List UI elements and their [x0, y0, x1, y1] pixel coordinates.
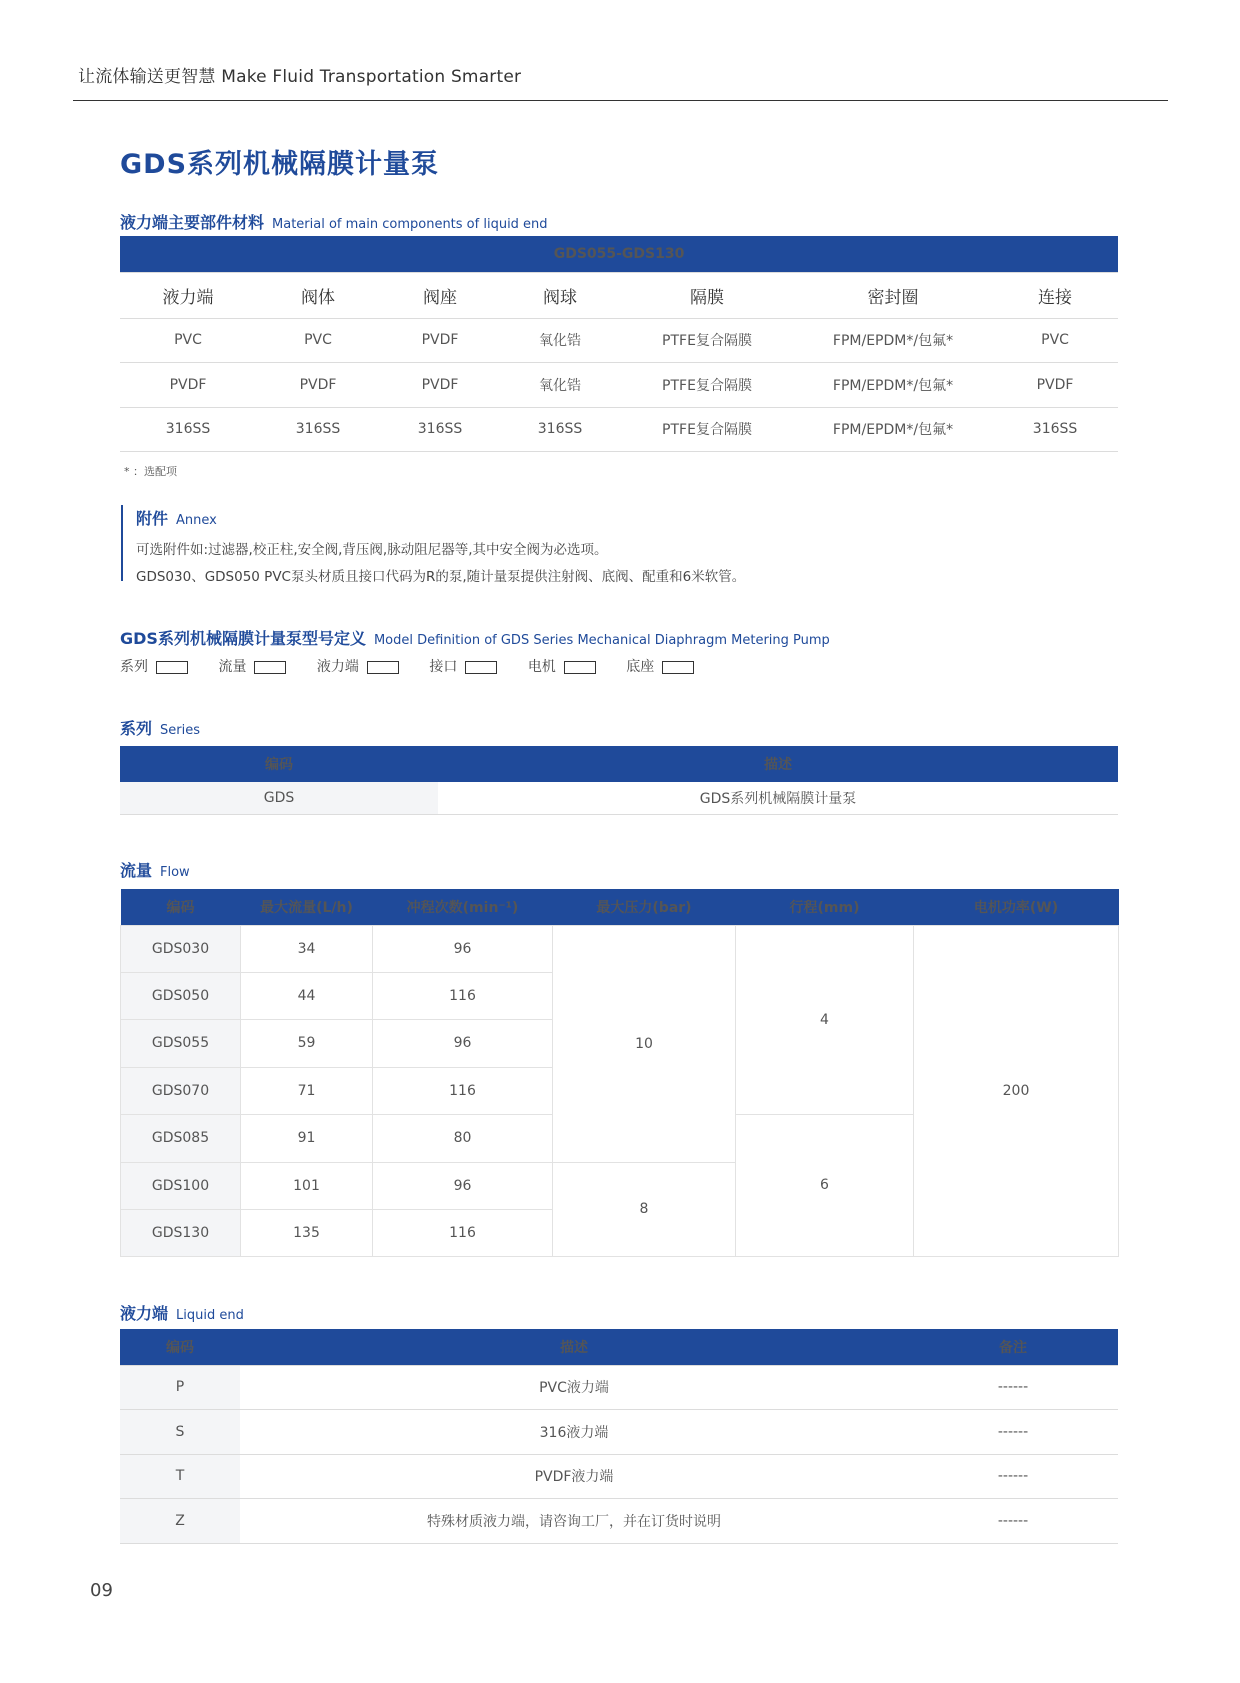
table-cell: 氧化锆: [500, 362, 620, 407]
table-cell: ------: [908, 1454, 1118, 1498]
materials-col-header: 阀座: [380, 272, 500, 318]
flow-header: 最大压力(bar): [596, 899, 692, 916]
flow-table: [120, 889, 1119, 1257]
table-row: [120, 1365, 1118, 1409]
annex-title-cn: 附件: [136, 509, 169, 528]
annex-accent-bar: [121, 505, 123, 581]
model-item: [528, 659, 596, 675]
table-cell: 氧化锆: [500, 318, 620, 362]
table-cell: ------: [908, 1409, 1118, 1454]
page-number: 09: [90, 1580, 113, 1601]
model-code-box: [564, 661, 596, 674]
materials-col-header: 密封圈: [794, 272, 992, 318]
liquid-end-table: [120, 1329, 1118, 1544]
table-cell: Z: [120, 1498, 240, 1543]
table-cell: PVC: [120, 318, 256, 362]
table-cell: 91: [241, 1114, 373, 1162]
table-cell: 135: [241, 1209, 373, 1256]
table-cell: GDS130: [121, 1209, 241, 1256]
annex-line-1: 可选附件如:过滤器,校正柱,安全阀,背压阀,脉动阻尼器等,其中安全阀为必选项。: [136, 542, 608, 558]
page-title: GDS系列机械隔膜计量泵: [120, 149, 440, 180]
materials-section-title: [120, 210, 548, 233]
table-row: [120, 362, 1118, 407]
table-cell: ------: [908, 1365, 1118, 1409]
flow-title-en: Flow: [160, 865, 190, 880]
table-cell: GDS030: [121, 925, 241, 972]
annex-section-title: [136, 506, 217, 529]
flow-title-cn: 流量: [120, 861, 153, 880]
max-pressure-cell: 10: [553, 925, 736, 1162]
table-row: [120, 407, 1118, 451]
table-cell: ------: [908, 1498, 1118, 1543]
table-cell: GDS085: [121, 1114, 241, 1162]
optional-note: * ：选配项: [124, 465, 177, 478]
table-cell: 116: [373, 972, 553, 1019]
table-cell: PTFE复合隔膜: [620, 362, 794, 407]
stroke-cell: 6: [736, 1114, 914, 1256]
table-cell: PVDF: [992, 362, 1118, 407]
table-cell: FPM/EPDM*/包氟*: [794, 407, 992, 451]
table-cell: 316SS: [992, 407, 1118, 451]
model-item: [429, 659, 497, 675]
table-cell: GDS055: [121, 1019, 241, 1067]
series-title-cn: 系列: [120, 719, 153, 738]
table-cell: 80: [373, 1114, 553, 1162]
table-cell: PVC: [256, 318, 380, 362]
table-cell: PVDF: [380, 318, 500, 362]
flow-header: 最大流量(L/h): [260, 899, 353, 916]
model-def-title-cn: GDS系列机械隔膜计量泵型号定义: [120, 629, 366, 648]
liquid-end-header: 编码: [120, 1329, 240, 1365]
table-cell: GDS: [120, 782, 438, 814]
table-row: [120, 1498, 1118, 1543]
materials-col-header: 液力端: [120, 272, 256, 318]
table-cell: 316液力端: [240, 1409, 908, 1454]
table-cell: 71: [241, 1067, 373, 1114]
table-cell: 特殊材质液力端，请咨询工厂，并在订货时说明: [240, 1498, 908, 1543]
table-cell: 316SS: [120, 407, 256, 451]
model-def-section-title: [120, 626, 830, 649]
model-item-label: 电机: [527, 659, 556, 675]
liquid-end-title-cn: 液力端: [120, 1304, 169, 1323]
model-item: [218, 659, 286, 675]
table-cell: FPM/EPDM*/包氟*: [794, 318, 992, 362]
liquid-end-header: 描述: [240, 1329, 908, 1365]
table-cell: PVC液力端: [240, 1365, 908, 1409]
model-definition-row: [120, 656, 720, 676]
series-title-en: Series: [160, 723, 200, 738]
series-table: [120, 746, 1118, 815]
stroke-cell: 4: [736, 925, 914, 1114]
model-item-label: 液力端: [316, 659, 359, 675]
table-cell: 316SS: [380, 407, 500, 451]
table-cell: 59: [241, 1019, 373, 1067]
table-row: [120, 1409, 1118, 1454]
table-cell: PVDF: [256, 362, 380, 407]
table-row: [120, 1454, 1118, 1498]
model-item: [317, 659, 399, 675]
table-cell: 96: [373, 1162, 553, 1209]
table-cell: FPM/EPDM*/包氟*: [794, 362, 992, 407]
model-code-box: [254, 661, 286, 674]
flow-header: 电机功率(W): [973, 899, 1059, 916]
materials-col-header: 连接: [992, 272, 1118, 318]
table-cell: PVC: [992, 318, 1118, 362]
table-cell: GDS系列机械隔膜计量泵: [699, 790, 857, 807]
model-item-label: 系列: [120, 659, 148, 675]
table-row: [121, 925, 1119, 972]
model-item: [120, 659, 188, 675]
materials-model-range: GDS055-GDS130: [120, 236, 1118, 272]
annex-title-en: Annex: [176, 513, 217, 528]
flow-header: 冲程次数(min⁻¹): [406, 899, 519, 916]
model-code-box: [156, 661, 188, 674]
table-cell: 116: [373, 1067, 553, 1114]
max-pressure-cell: 8: [553, 1162, 736, 1256]
header-slogan: 让流体输送更智慧 Make Fluid Transportation Smarter: [78, 67, 522, 87]
flow-section-title: [120, 858, 190, 881]
table-cell: GDS050: [121, 972, 241, 1019]
materials-title-cn: 液力端主要部件材料: [120, 213, 265, 232]
table-cell: PTFE复合隔膜: [620, 407, 794, 451]
materials-col-header: 阀球: [500, 272, 620, 318]
model-def-title-en: Model Definition of GDS Series Mechanical Diaphragm Metering Pump: [373, 633, 830, 648]
flow-header: 编码: [166, 899, 195, 916]
table-cell: 96: [373, 925, 553, 972]
annex-line-2: GDS030、GDS050 PVC泵头材质且接口代码为R的泵,随计量泵提供注射阀、底阀、配重和6米软管。: [136, 569, 746, 585]
table-cell: PVDF: [120, 362, 256, 407]
series-section-title: [120, 716, 200, 739]
table-row: [120, 318, 1118, 362]
table-cell: PVDF: [380, 362, 500, 407]
table-cell: 34: [241, 925, 373, 972]
table-cell: GDS070: [121, 1067, 241, 1114]
table-cell: 44: [241, 972, 373, 1019]
table-cell: PTFE复合隔膜: [620, 318, 794, 362]
flow-header: 行程(mm): [789, 899, 860, 916]
table-cell: 316SS: [256, 407, 380, 451]
table-cell: GDS100: [121, 1162, 241, 1209]
model-item-label: 流量: [218, 659, 247, 675]
table-cell: 96: [373, 1019, 553, 1067]
motor-power-cell: 200: [914, 925, 1119, 1256]
table-cell: 316SS: [500, 407, 620, 451]
table-row: [120, 782, 1118, 814]
materials-col-header: 隔膜: [620, 272, 794, 318]
materials-title-en: Material of main components of liquid end: [272, 217, 548, 232]
table-cell: 116: [373, 1209, 553, 1256]
table-cell: PVDF液力端: [240, 1454, 908, 1498]
header-divider: [73, 100, 1168, 101]
model-code-box: [367, 661, 399, 674]
table-cell: T: [120, 1454, 240, 1498]
table-cell: S: [120, 1409, 240, 1454]
model-item-label: 底座: [626, 659, 655, 675]
series-header: 编码: [265, 757, 293, 773]
liquid-end-section-title: [120, 1301, 244, 1324]
model-code-box: [465, 661, 497, 674]
table-cell: 101: [241, 1162, 373, 1209]
model-item: [626, 659, 694, 675]
materials-col-header: 阀体: [256, 272, 380, 318]
materials-table: [120, 236, 1118, 452]
model-item-label: 接口: [429, 659, 458, 675]
model-code-box: [662, 661, 694, 674]
series-header: 描述: [764, 757, 792, 773]
table-cell: P: [120, 1365, 240, 1409]
liquid-end-title-en: Liquid end: [176, 1308, 244, 1323]
liquid-end-header: 备注: [908, 1329, 1118, 1365]
